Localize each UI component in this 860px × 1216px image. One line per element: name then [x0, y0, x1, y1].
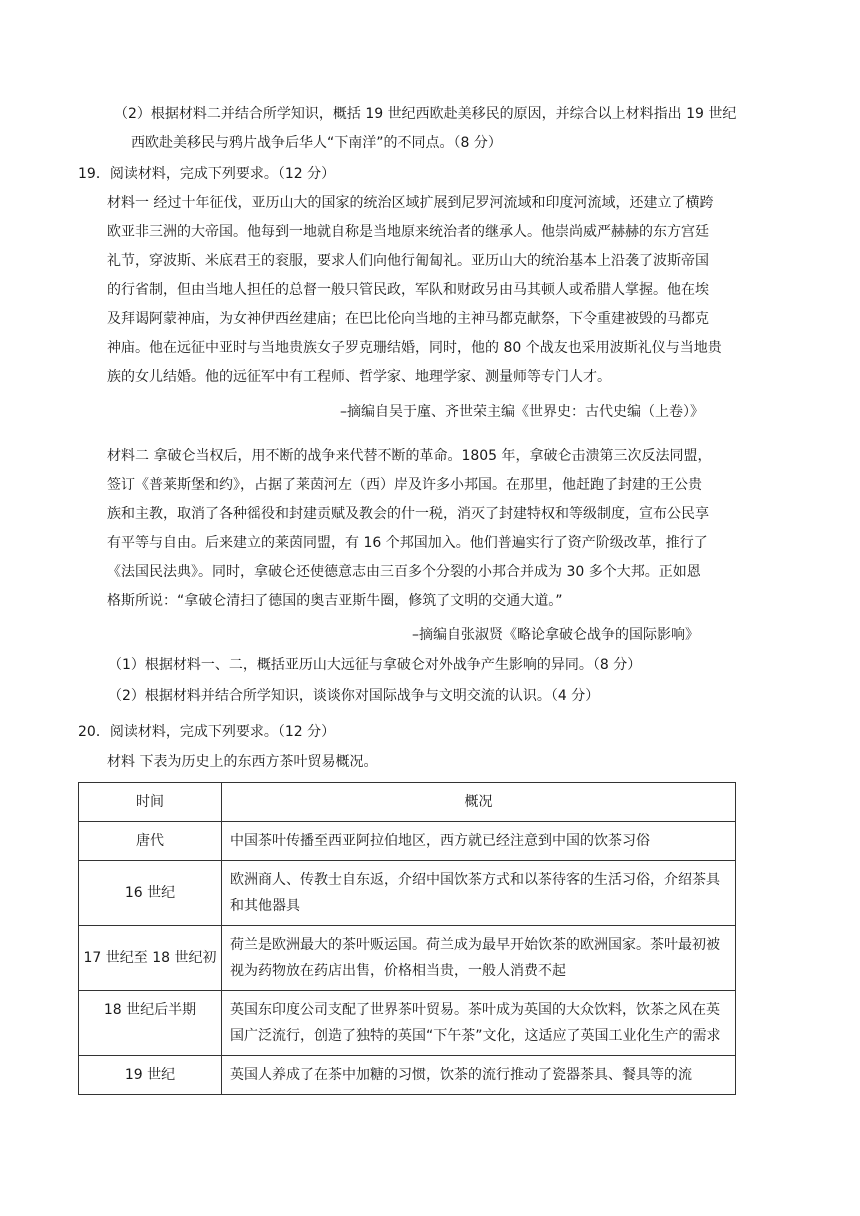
- q19-material2-source: –摘编自张淑贤《略论拿破仑战争的国际影响》: [412, 627, 699, 643]
- table-row: [79, 1056, 736, 1095]
- q19-heading: 19．阅读材料，完成下列要求。（12 分）: [78, 166, 336, 182]
- table-cell-time: 17 世纪至 18 世纪初: [79, 926, 222, 991]
- q19-material1-line: 礼节，穿波斯、米底君王的衮服，要求人们向他行匍匐礼。亚历山大的统治基本上沿袭了波斯帝国: [107, 253, 709, 269]
- q19-material2-line: 材料二 拿破仑当权后，用不断的战争来代替不断的革命。1805 年，拿破仑击溃第三次反法同盟，: [107, 448, 712, 464]
- table-row: [79, 926, 736, 991]
- table-header-time: 时间: [79, 783, 222, 822]
- table-cell-time: 19 世纪: [79, 1056, 222, 1095]
- q20-heading: 20．阅读材料，完成下列要求。（12 分）: [78, 724, 336, 740]
- table-cell-desc: 中国茶叶传播至西亚阿拉伯地区，西方就已经注意到中国的饮茶习俗: [222, 822, 736, 861]
- q19-question-2: （2）根据材料并结合所学知识，谈谈你对国际战争与文明交流的认识。（4 分）: [108, 688, 600, 704]
- table-cell-desc: 英国东印度公司支配了世界茶叶贸易。茶叶成为英国的大众饮料，饮茶之风在英国广泛流行，创造了独特的英国“下午茶”文化，这适应了英国工业化生产的需求: [222, 991, 736, 1056]
- q19-question-1: （1）根据材料一、二，概括亚历山大远征与拿破仑对外战争产生影响的异同。（8 分）: [108, 657, 642, 673]
- q19-material1-line: 的行省制，但由当地人担任的总督一般只管民政，军队和财政另由马其顿人或希腊人掌握。他在埃: [107, 282, 709, 298]
- q19-material2-line: 格斯所说：“拿破仑清扫了德国的奥吉亚斯牛圈，修筑了文明的交通大道。”: [107, 593, 563, 609]
- table-cell-time: 16 世纪: [79, 861, 222, 926]
- table-cell-desc: 欧洲商人、传教士自东返，介绍中国饮茶方式和以茶待客的生活习俗，介绍茶具和其他器具: [222, 861, 736, 926]
- q19-material2-line: 《法国民法典》。同时，拿破仑还使德意志由三百多个分裂的小邦合并成为 30 多个大邦。正如恩: [107, 564, 701, 580]
- q19-material2-line: 签订《普莱斯堡和约》，占据了莱茵河左（西）岸及许多小邦国。在那里，他赶跑了封建的王公贵: [107, 477, 702, 493]
- tea-trade-table: [78, 782, 736, 1095]
- q19-material1-line: 及拜谒阿蒙神庙，为女神伊西丝建庙；在巴比伦向当地的主神马都克献祭，下令重建被毁的马都克: [107, 311, 709, 327]
- q20-intro: 材料 下表为历史上的东西方茶叶贸易概况。: [107, 754, 378, 770]
- table-cell-desc: 英国人养成了在茶中加糖的习惯，饮茶的流行推动了瓷器茶具、餐具等的流: [222, 1056, 736, 1095]
- table-cell-time: 唐代: [79, 822, 222, 861]
- q19-material1-line: 族的女儿结婚。他的远征军中有工程师、哲学家、地理学家、测量师等专门人才。: [107, 369, 611, 385]
- table-header-row: [79, 783, 736, 822]
- q19-material1-line: 欧亚非三洲的大帝国。他每到一地就自称是当地原来统治者的继承人。他崇尚威严赫赫的东方宫廷: [107, 224, 709, 240]
- table-row: [79, 991, 736, 1056]
- q19-material2-line: 族和主教，取消了各种徭役和封建贡赋及教会的什一税，消灭了封建特权和等级制度，宣布公民享: [107, 506, 709, 522]
- q19-material2-line: 有平等与自由。后来建立的莱茵同盟，有 16 个邦国加入。他们普遍实行了资产阶级改革，推行了: [107, 535, 708, 551]
- table-row: [79, 822, 736, 861]
- q19-material1-line: 材料一 经过十年征伐，亚历山大的国家的统治区域扩展到尼罗河流域和印度河流域，还建立了横跨: [107, 195, 714, 211]
- table-row: [79, 861, 736, 926]
- q19-material1-line: 神庙。他在远征中亚时与当地贵族女子罗克珊结婚，同时，他的 80 个战友也采用波斯礼仪与当地贵: [107, 340, 722, 356]
- q18-part2-line1: （2）根据材料二并结合所学知识，概括 19 世纪西欧赴美移民的原因，并综合以上材料指出 19 世纪: [114, 106, 737, 122]
- q19-material1-source: –摘编自吴于廑、齐世荣主编《世界史：古代史编（上卷）》: [340, 404, 704, 420]
- table-header-overview: 概况: [222, 783, 736, 822]
- table-cell-desc: 荷兰是欧洲最大的茶叶贩运国。荷兰成为最早开始饮茶的欧洲国家。茶叶最初被视为药物放在药店出售，价格相当贵，一般人消费不起: [222, 926, 736, 991]
- q18-part2-line2: 西欧赴美移民与鸦片战争后华人“下南洋”的不同点。（8 分）: [131, 135, 502, 151]
- table-cell-time: 18 世纪后半期: [79, 991, 222, 1056]
